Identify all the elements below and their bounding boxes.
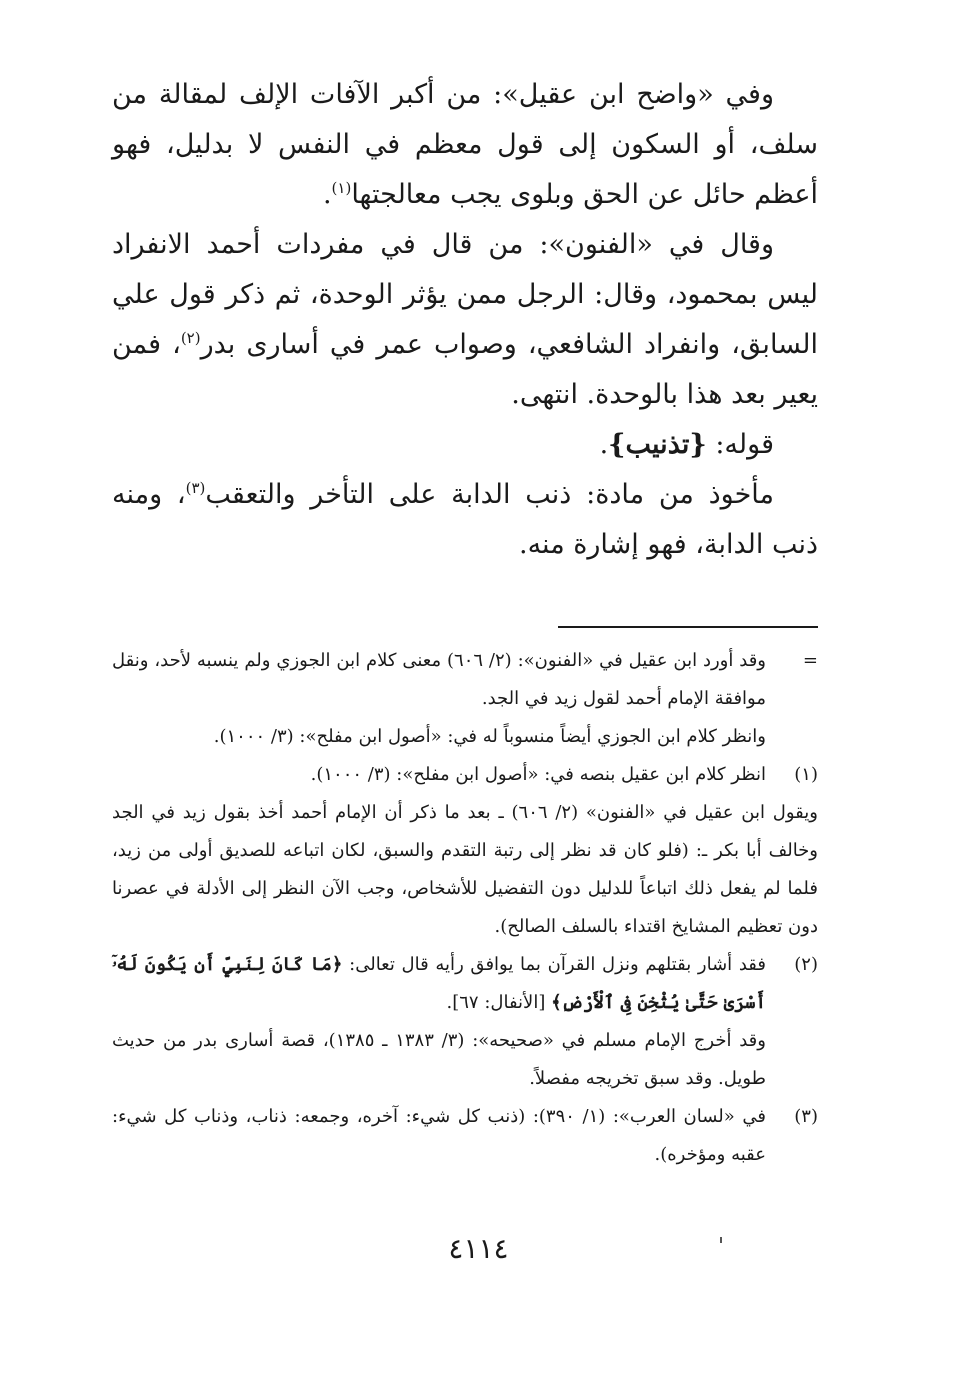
footnote-1-text: انظر كلام ابن عقيل بنصه في: «أصول ابن مفلح»: (٣/ ١٠٠٠). — [310, 764, 766, 785]
paragraph-2-text: وقال في «الفنون»: من قال في مفردات أحمد الانفراد ليس بمحمود، وقال: الرجل ممن يؤثر الوحدة، ثم ذكر قول علي السابق، وانفراد الشافعي، وصواب عمر في أسارى بدر — [112, 229, 818, 360]
footnote-2-body — [112, 946, 766, 1022]
footnote-1-number: (١) — [794, 764, 818, 785]
paragraph-3-end: . — [599, 429, 609, 460]
paragraph-4-end: ، ومنه ذنب الدابة، فهو إشارة منه. — [112, 479, 818, 560]
paragraph-4-text: مأخوذ من مادة: ذنب الدابة على التأخر والتعقب — [205, 479, 774, 510]
paragraph-2-end: ، فمن يعير بعد هذا بالوحدة. انتهى. — [112, 329, 818, 410]
paragraph-1 — [112, 70, 818, 220]
page-body — [112, 70, 818, 1174]
term-heading: {تذنيب} — [608, 429, 707, 460]
footnote-continuation — [112, 642, 818, 718]
paragraph-3-label: قوله: — [706, 429, 774, 460]
paragraph-1-text: وفي «واضح ابن عقيل»: من أكبر الآفات الإلف لمقالة من سلف، أو السكون إلى قول معظم في النفس لا بدليل، فهو أعظم حائل عن الحق وبلوى يجب معالجتها — [112, 79, 818, 210]
continuation-marker: = — [802, 650, 818, 671]
footnote-2 — [112, 946, 818, 1022]
page-number: ٤١١٤ — [448, 1232, 509, 1265]
paragraph-4 — [112, 470, 818, 570]
footnote-3-text: في «لسان العرب»: (١/ ٣٩٠): (ذنب كل شيء: آخره، وجمعه: ذناب، وذناب كل شيء: عقبه ومؤخره). — [112, 1106, 766, 1165]
quran-verse: ﴿مَا كَانَ لِنَبِيٍّ أَن يَكُونَ لَهُۥٓ أَسْرَىٰ حَتَّىٰ يُثْخِنَ فِى ٱلْأَرْضِ﴾ — [112, 954, 766, 1013]
footnote-ref-3[interactable]: (٣) — [185, 479, 206, 497]
footnote-1-more: ويقول ابن عقيل في «الفنون» (٢/ ٦٠٦) ـ بعد ما ذكر أن الإمام أحمد أخذ بقول زيد في الجد وخالف أبا بكر ـ: (فلو كان قد نظر إلى رتبة التقدم والسبق، لكان اتباعه للصديق أولى من زيد، فلما لم يفعل ذلك اتباعاً للدليل دون التفضيل للأشخاص، وجب الآن النظر إلى الأدلة في عصرنا دون تعظيم المشايخ اقتداء بالسلف الصالح). — [112, 802, 818, 937]
paragraph-1-end: . — [322, 179, 332, 210]
footnote-2-more: وقد أخرج الإمام مسلم في «صحيحه»: (٣/ ١٣٨٣ ـ ١٣٨٥)، قصة أسارى بدر من حديث طويل. وقد سبق تخريجه مفصلاً. — [112, 1030, 766, 1089]
footnote-1 — [112, 756, 818, 794]
footnote-divider — [558, 626, 818, 628]
footnote-2-text: فقد أشار بقتلهم ونزل القرآن بما يوافق رأيه قال تعالى: — [342, 954, 766, 975]
footnote-2-number: (٢) — [794, 954, 818, 975]
footnote-3 — [112, 1098, 818, 1174]
footnote-ref-1[interactable]: (١) — [331, 179, 352, 197]
footnote-3-number: (٣) — [794, 1106, 818, 1127]
verse-reference: [الأنفال: ٦٧]. — [446, 992, 552, 1013]
continuation-text-2: وانظر كلام ابن الجوزي أيضاً منسوباً له في: «أصول ابن مفلح»: (٣/ ١٠٠٠). — [213, 726, 766, 747]
paragraph-3 — [112, 420, 818, 470]
footnotes — [112, 642, 818, 1174]
continuation-text: وقد أورد ابن عقيل في «الفنون»: (٢/ ٦٠٦) معنى كلام ابن الجوزي ولم ينسبه لأحد، ونقل موافقة الإمام أحمد لقول زيد في الجد. — [112, 650, 766, 709]
main-text — [112, 70, 818, 570]
footnote-ref-2[interactable]: (٢) — [180, 329, 201, 347]
paragraph-2 — [112, 220, 818, 420]
